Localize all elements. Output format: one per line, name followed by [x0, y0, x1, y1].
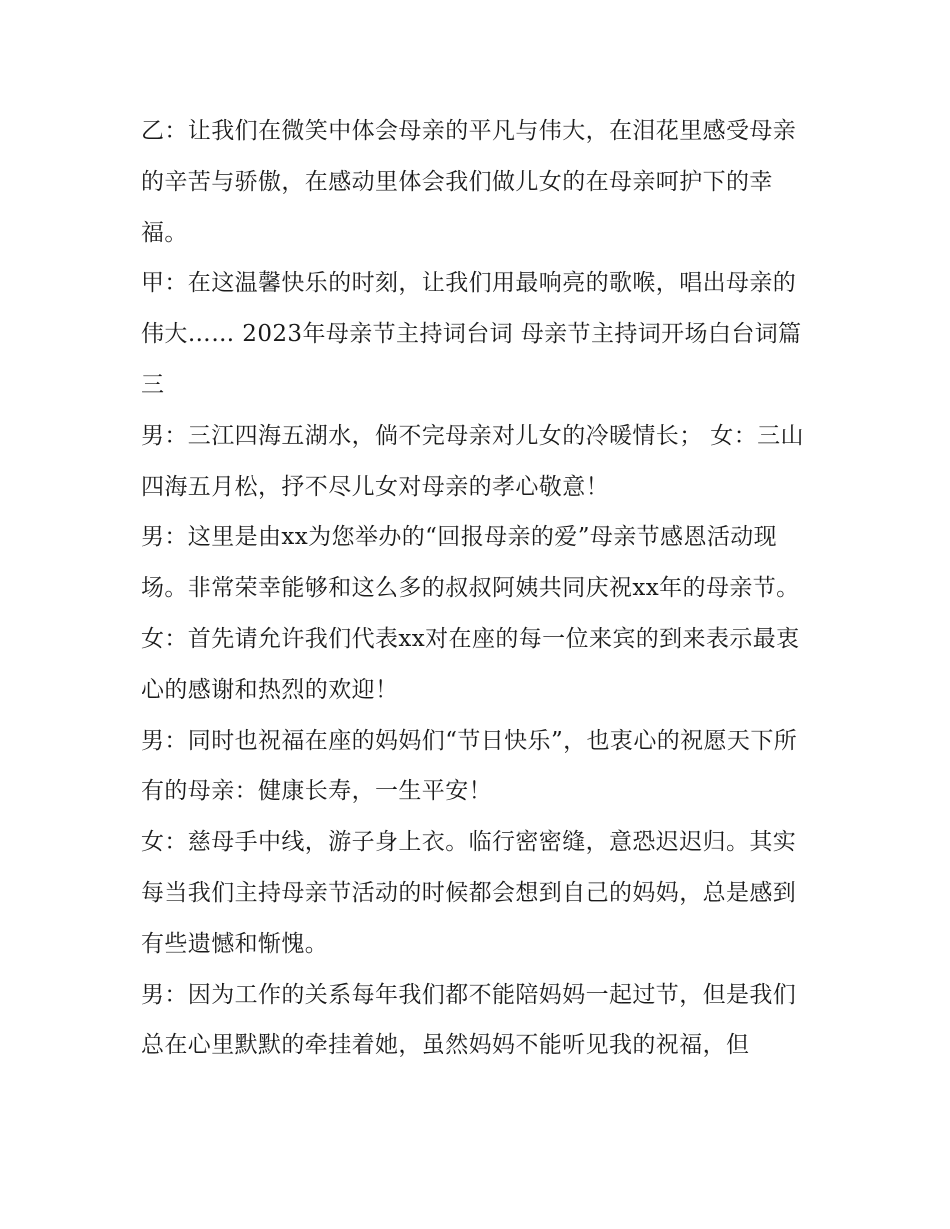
paragraph-jia-1: 甲：在这温馨快乐的时刻，让我们用最响亮的歌喉，唱出母亲的伟大…… 2023年母亲节主持词台词 母亲节主持词开场白台词篇三 [141, 270, 802, 398]
paragraph-nv-2: 女：慈母手中线，游子身上衣。临行密密缝，意恐迟迟归。其实每当我们主持母亲节活动的时候都会想到自己的妈妈，总是感到有些遗憾和惭愧。 [141, 829, 797, 957]
document-body [141, 106, 813, 1071]
paragraph-nan-4: 男：因为工作的关系每年我们都不能陪妈妈一起过节，但是我们总在心里默默的牵挂着她，虽然妈妈不能听见我的祝福，但 [141, 981, 797, 1059]
paragraph-nan-2: 男：这里是由xx为您举办的“回报母亲的爱”母亲节感恩活动现场。非常荣幸能够和这么多的叔叔阿姨共同庆祝xx年的母亲节。 [141, 524, 800, 602]
paragraph-nan-3: 男：同时也祝福在座的妈妈们“节日快乐”，也衷心的祝愿天下所有的母亲：健康长寿，一生平安！ [141, 727, 798, 805]
paragraph-nv-1: 女：首先请允许我们代表xx对在座的每一位来宾的到来表示最衷心的感谢和热烈的欢迎！ [141, 625, 800, 703]
paragraph-yi-1: 乙：让我们在微笑中体会母亲的平凡与伟大，在泪花里感受母亲的辛苦与骄傲，在感动里体会我们做儿女的在母亲呵护下的幸福。 [141, 118, 797, 246]
paragraph-nan-1: 男：三江四海五湖水，倘不完母亲对儿女的冷暖情长； 女：三山四海五月松，抒不尽儿女对母亲的孝心敬意！ [141, 422, 804, 500]
